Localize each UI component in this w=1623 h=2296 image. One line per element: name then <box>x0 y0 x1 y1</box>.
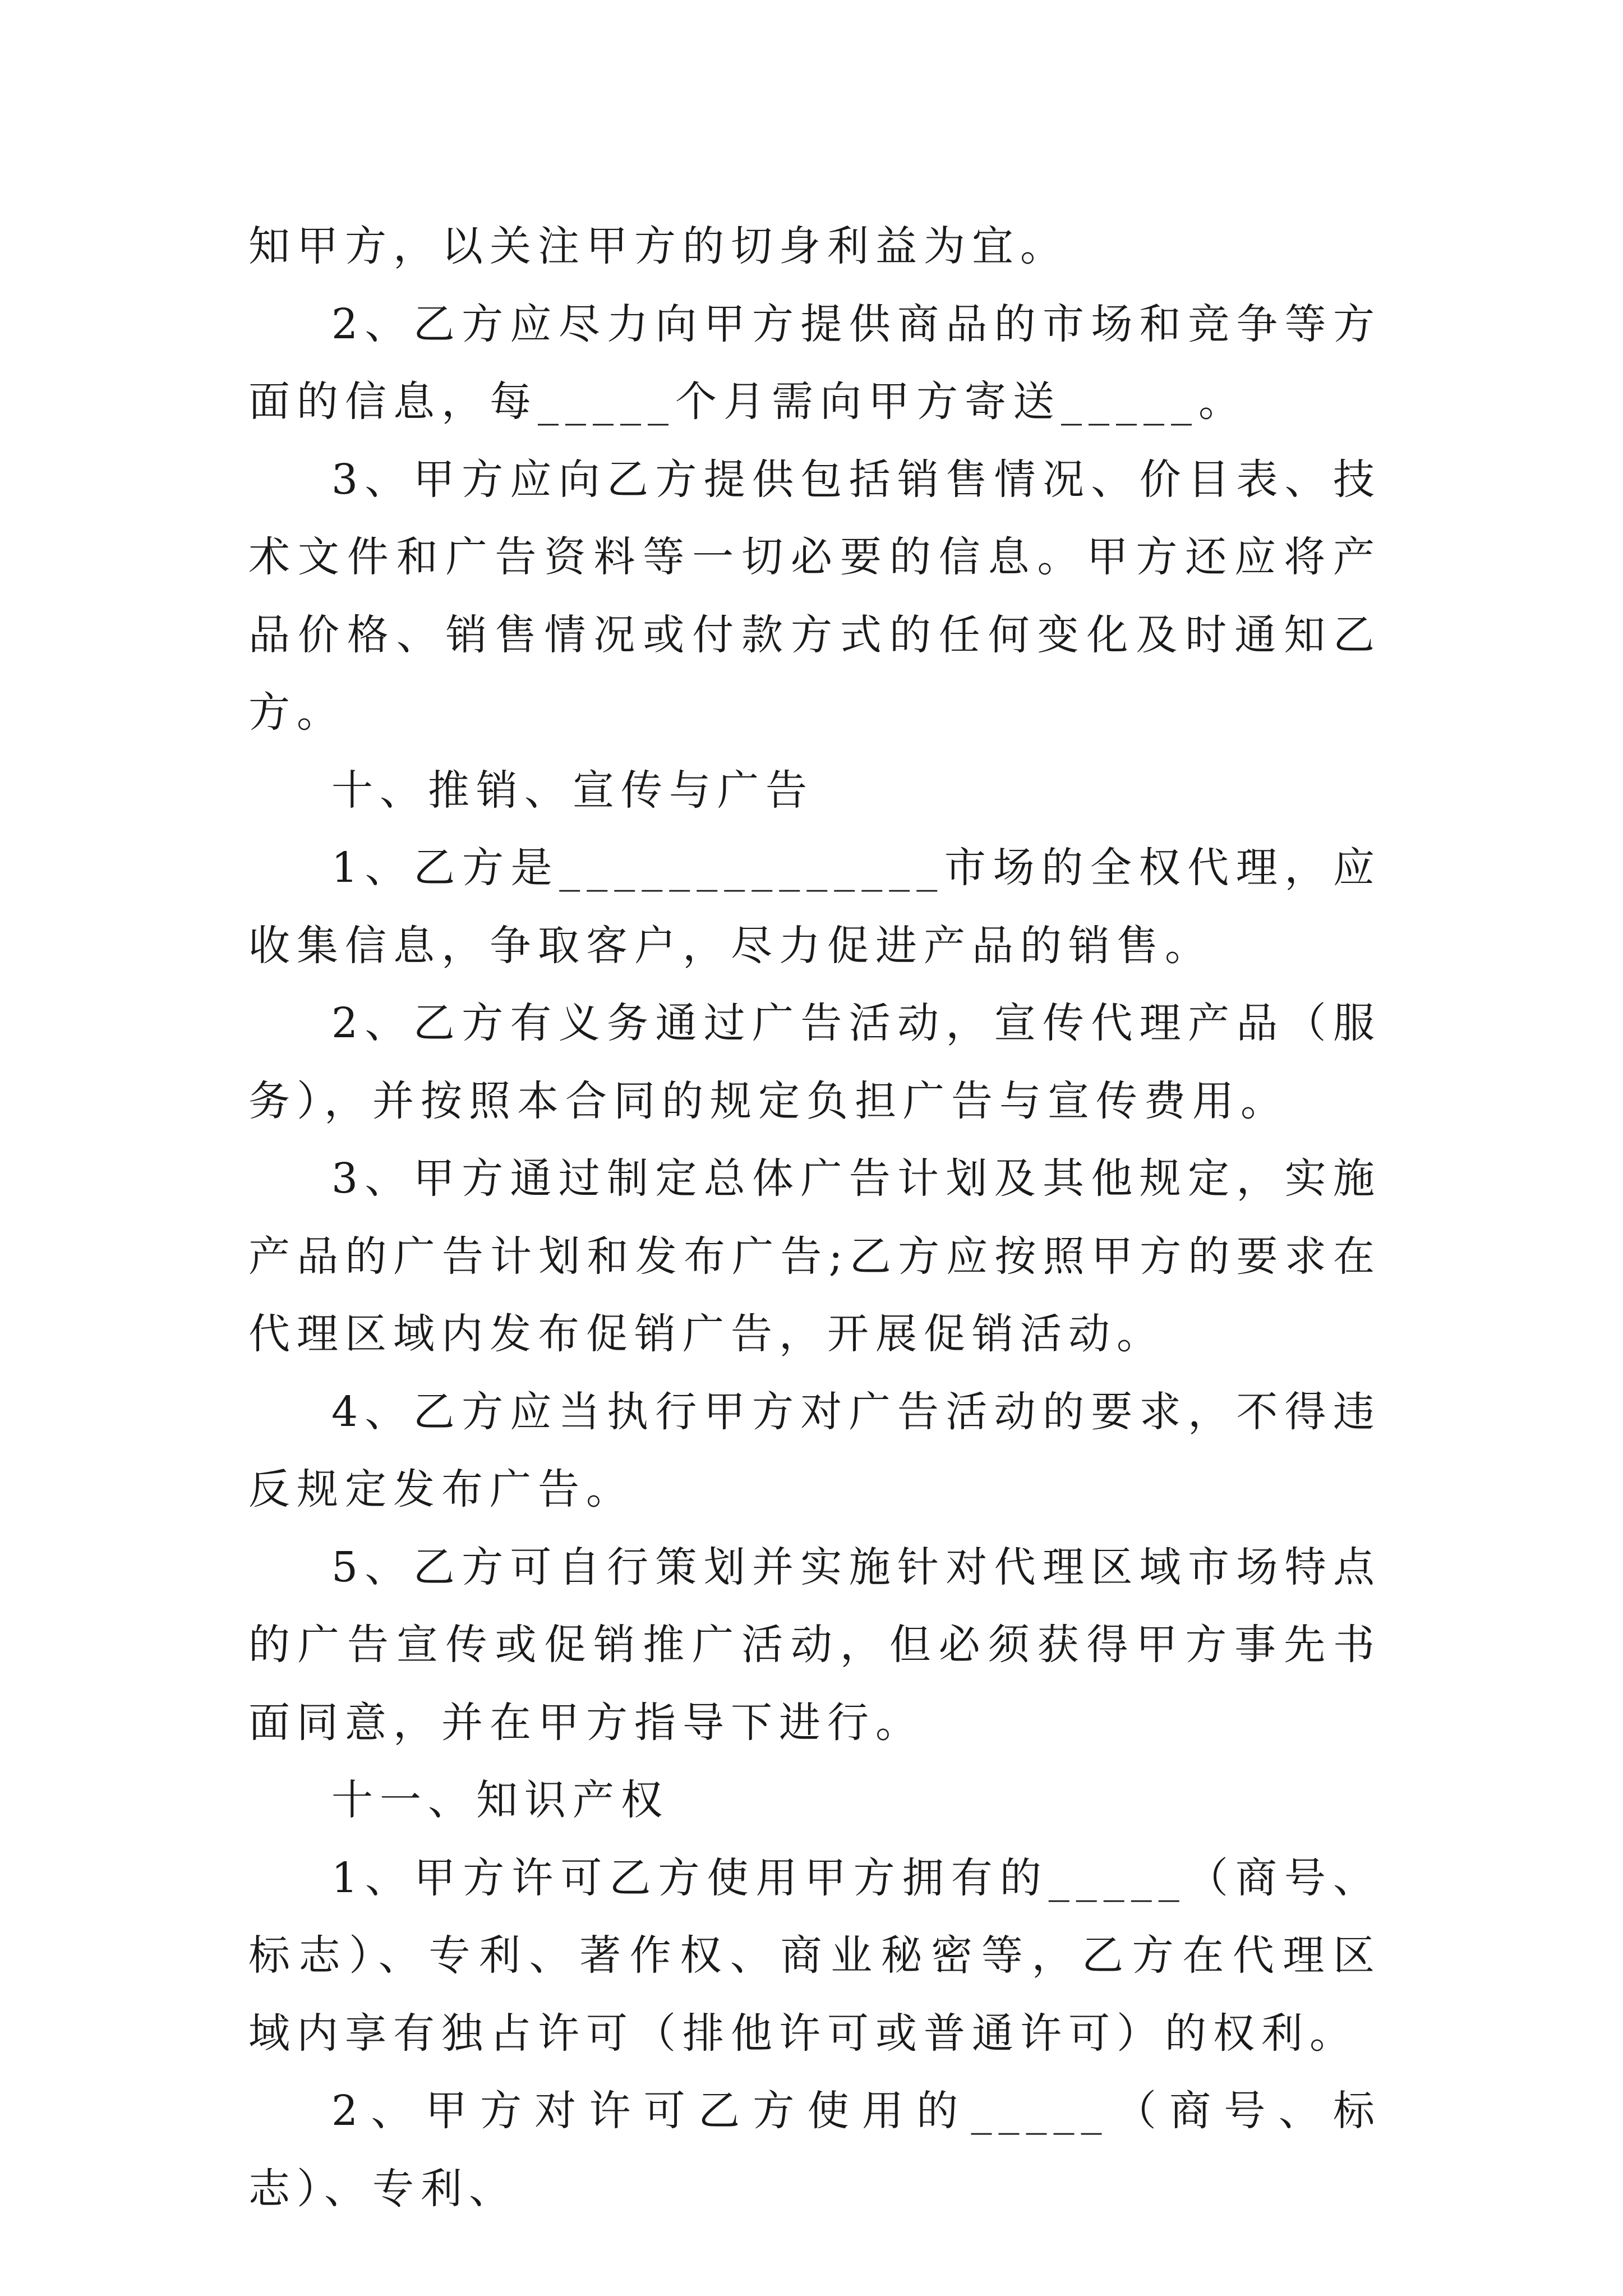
paragraph-clause-11-2: 2、甲方对许可乙方使用的_____（商号、标志）、专利、 <box>248 2087 1381 2213</box>
section-heading-10: 十、推销、宣传与广告 <box>331 766 814 815</box>
section-heading-11: 十一、知识产权 <box>331 1776 669 1824</box>
document-body <box>248 208 1381 2228</box>
paragraph-clause-10-5: 5、乙方可自行策划并实施针对代理区域市场特点的广告宣传或促销推广活动，但必须获得甲方事先书面同意，并在甲方指导下进行。 <box>248 1543 1381 1747</box>
paragraph-clause-10-4: 4、乙方应当执行甲方对广告活动的要求，不得违反规定发布广告。 <box>248 1387 1381 1513</box>
paragraph-clause-9-3: 3、甲方应向乙方提供包括销售情况、价目表、技术文件和广告资料等一切必要的信息。甲方还应将产品价格、销售情况或付款方式的任何变化及时通知乙方。 <box>248 455 1381 737</box>
paragraph-continuation: 知甲方，以关注甲方的切身利益为宜。 <box>248 222 1068 270</box>
paragraph-clause-10-3: 3、甲方通过制定总体广告计划及其他规定，实施产品的广告计划和发布广告;乙方应按照甲方的要求在代理区域内发布促销广告，开展促销活动。 <box>248 1154 1381 1358</box>
paragraph-clause-10-2: 2、乙方有义务通过广告活动，宣传代理产品（服务），并按照本合同的规定负担广告与宣传费用。 <box>248 999 1381 1125</box>
paragraph-clause-10-1: 1、乙方是______________市场的全权代理，应收集信息，争取客户，尽力促进产品的销售。 <box>248 844 1381 970</box>
paragraph-clause-9-2: 2、乙方应尽力向甲方提供商品的市场和竞争等方面的信息，每_____个月需向甲方寄送_____。 <box>248 300 1381 426</box>
paragraph-clause-11-1: 1、甲方许可乙方使用甲方拥有的_____（商号、标志）、专利、著作权、商业秘密等，乙方在代理区域内享有独占许可（排他许可或普通许可）的权利。 <box>248 1853 1381 2058</box>
